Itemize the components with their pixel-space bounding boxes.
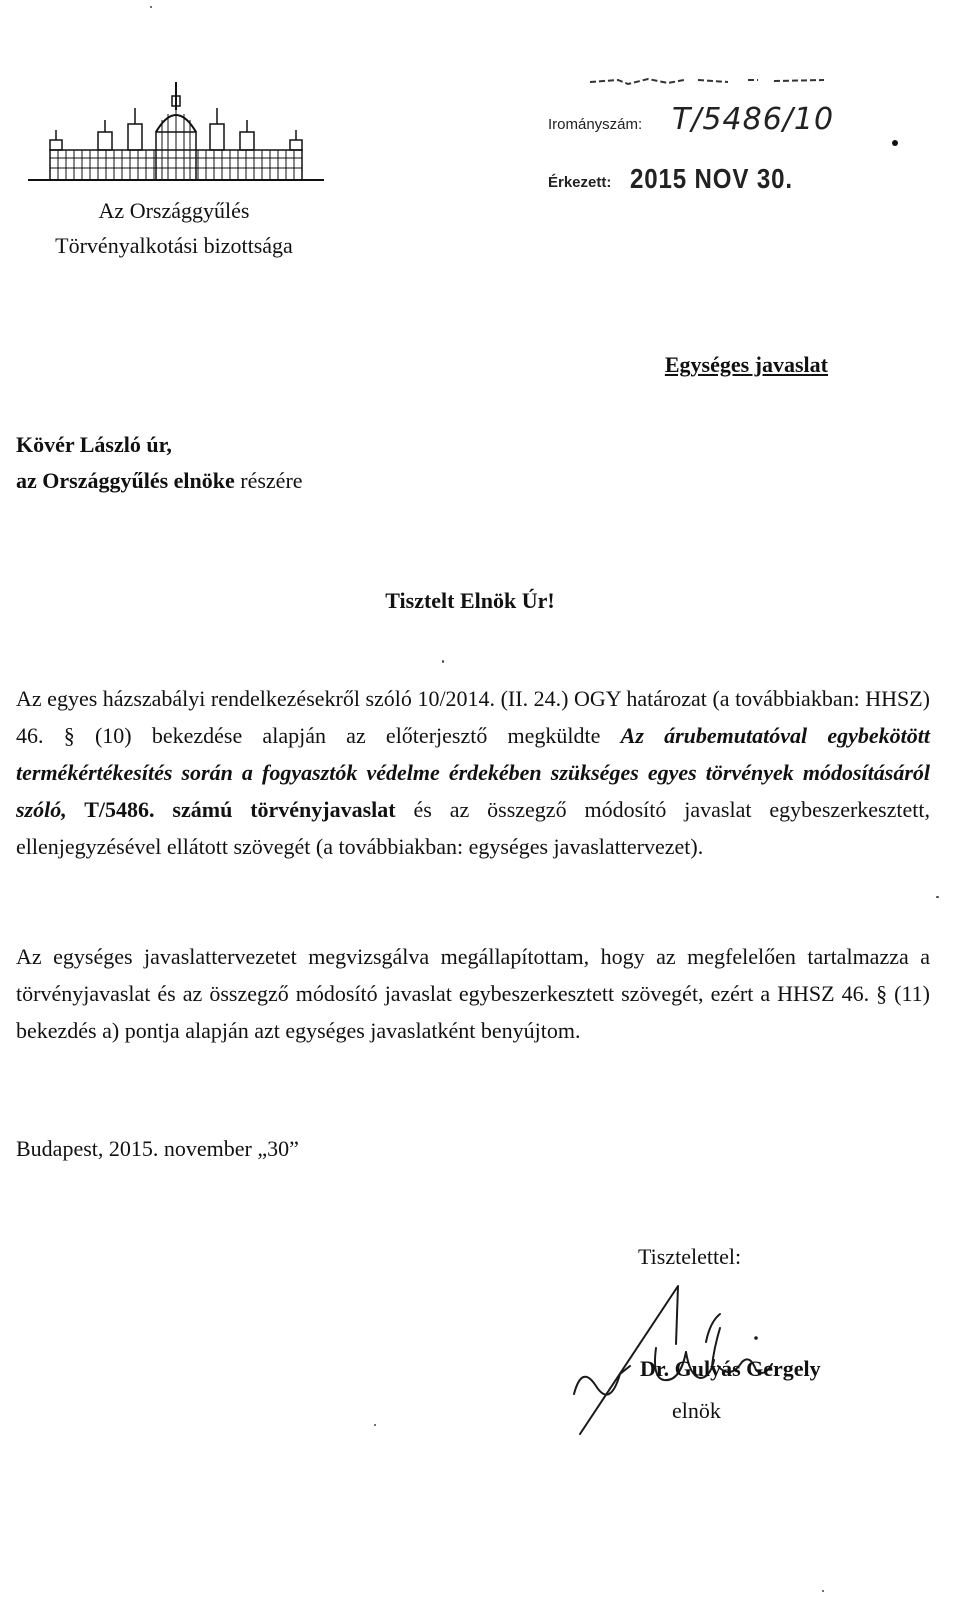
paragraph-1-intro: Az egyes házszabályi rendelkezésekről szóló 10/2014. (II. 24.) OGY határozat (a továbbiakban: HHSZ) 46. § (10) bekezdése alapján az előterjesztő megküldte — [16, 686, 930, 748]
body-paragraph-2: Az egységes javaslattervezetet megvizsgálva megállapítottam, hogy az megfelelően tartalmazza a törvényjavaslat és az összegző módosító javaslat egybeszerkesztett szövegét, ezért a HHSZ 46. § (11) bekezdés a) pontja alapján azt egységes javaslatként benyújtom. — [16, 944, 930, 1043]
signer-title: elnök — [672, 1398, 721, 1423]
salutation — [0, 588, 960, 614]
signer-name: Dr. Gulyás Gergely — [640, 1356, 821, 1381]
arrival-date-label: Érkezett: — [548, 174, 612, 191]
stamp-header-scribble — [588, 68, 828, 88]
registration-number-value: T/5486/10 — [672, 102, 835, 137]
place-and-date: Budapest, 2015. november „30” — [16, 1136, 299, 1161]
parliament-building-icon — [28, 80, 324, 190]
addressee-name: Kövér László úr, — [16, 432, 172, 457]
addressee-role-suffix: részére — [234, 468, 303, 493]
salutation-text: Tisztelt Elnök Úr! — [385, 588, 555, 613]
scan-speck — [442, 660, 444, 663]
bill-title: Az árubemutatóval egybekötött termékértékesítés során a fogyasztók védelme érdekében szükséges egyes törvények módosításáról szóló, — [16, 723, 930, 822]
scan-speck — [822, 1590, 824, 1592]
registration-number-label: Irományszám: — [548, 116, 643, 133]
scan-speck — [936, 896, 939, 898]
organization-name: Az Országgyűlés — [98, 198, 250, 223]
scan-speck — [150, 6, 152, 8]
document-title: Egységes javaslat — [664, 352, 828, 377]
stamp-dot — [892, 140, 898, 146]
closing-phrase: Tisztelettel: — [638, 1244, 742, 1269]
arrival-date-value: 2015 NOV 30. — [630, 163, 793, 194]
body-paragraph-1 — [16, 680, 930, 865]
addressee-role-title: az Országgyűlés elnöke — [16, 468, 235, 493]
addressee-role — [16, 466, 303, 496]
paragraph-1-rest: és az összegző módosító javaslat egybeszerkesztett, ellenjegyzésével ellátott szövegét (a továbbiakban: egységes javaslattervezet). — [16, 797, 930, 859]
bill-number: T/5486. számú törvényjavaslat — [66, 797, 396, 822]
scan-speck — [374, 1424, 376, 1426]
committee-name: Törvényalkotási bizottsága — [55, 233, 293, 258]
